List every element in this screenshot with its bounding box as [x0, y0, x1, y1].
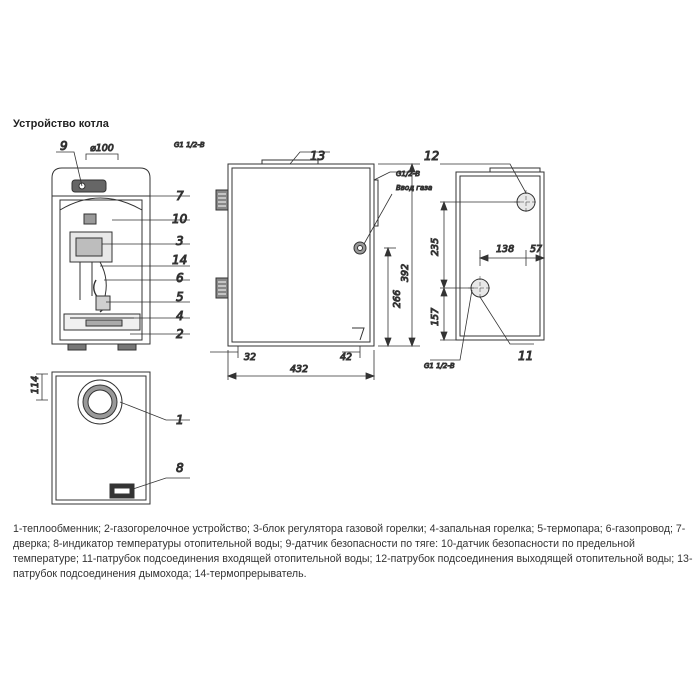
label-12: 12: [424, 149, 440, 163]
label-13: 13: [310, 149, 326, 163]
label-9: 9: [60, 139, 68, 153]
label-2: 2: [176, 327, 184, 341]
label-3: 3: [176, 234, 184, 248]
dim-g34: G1/2-B: [396, 170, 421, 178]
label-1: 1: [176, 413, 184, 427]
parts-legend: 1-теплообменник; 2-газогорелочное устройство; 3-блок регулятора газовой горелки; 4-запальная горелка; 5-термопара; 6-газопровод; 7-дверка; 8-индикатор температуры отопительной воды; 9-датчик безопасности по тяге: 10-датчик безопасности по предельной температуре; 11-патрубок подсоединения входящей отопительной воды; 12-патрубок подсоединения выходящей отопительной воды; 13-патрубок подсоединения дымохода; 14-термопрерыватель.: [13, 523, 693, 580]
label-7: 7: [176, 189, 184, 203]
diagram-title: Устройство котла: [13, 118, 109, 130]
label-8: 8: [176, 461, 184, 475]
dim-100: ⌀100: [90, 143, 114, 154]
label-11: 11: [518, 349, 534, 363]
side-dims: [210, 164, 420, 380]
label-6: 6: [176, 271, 184, 285]
label-14: 14: [172, 253, 188, 267]
side-view: [216, 160, 378, 346]
front-view: [52, 168, 150, 350]
dim-42: 42: [340, 352, 353, 363]
dim-g12-right: G1 1/2-B: [424, 362, 455, 370]
label-10: 10: [172, 212, 188, 226]
front-dim: [86, 154, 118, 160]
label-4: 4: [176, 309, 184, 323]
top-view: [36, 372, 150, 504]
dim-266: 266: [392, 289, 403, 308]
dim-392: 392: [400, 263, 411, 282]
label-5: 5: [176, 290, 184, 304]
dim-114: 114: [30, 375, 41, 394]
dim-157: 157: [430, 307, 441, 326]
dim-g12-top: G1 1/2-B: [174, 141, 205, 149]
dim-32: 32: [244, 352, 257, 363]
dim-432: 432: [290, 364, 309, 375]
dim-138: 138: [496, 244, 515, 255]
dim-57: 57: [530, 244, 543, 255]
dim-gas-inlet: Ввод газа: [396, 184, 433, 192]
dim-235: 235: [430, 237, 441, 256]
